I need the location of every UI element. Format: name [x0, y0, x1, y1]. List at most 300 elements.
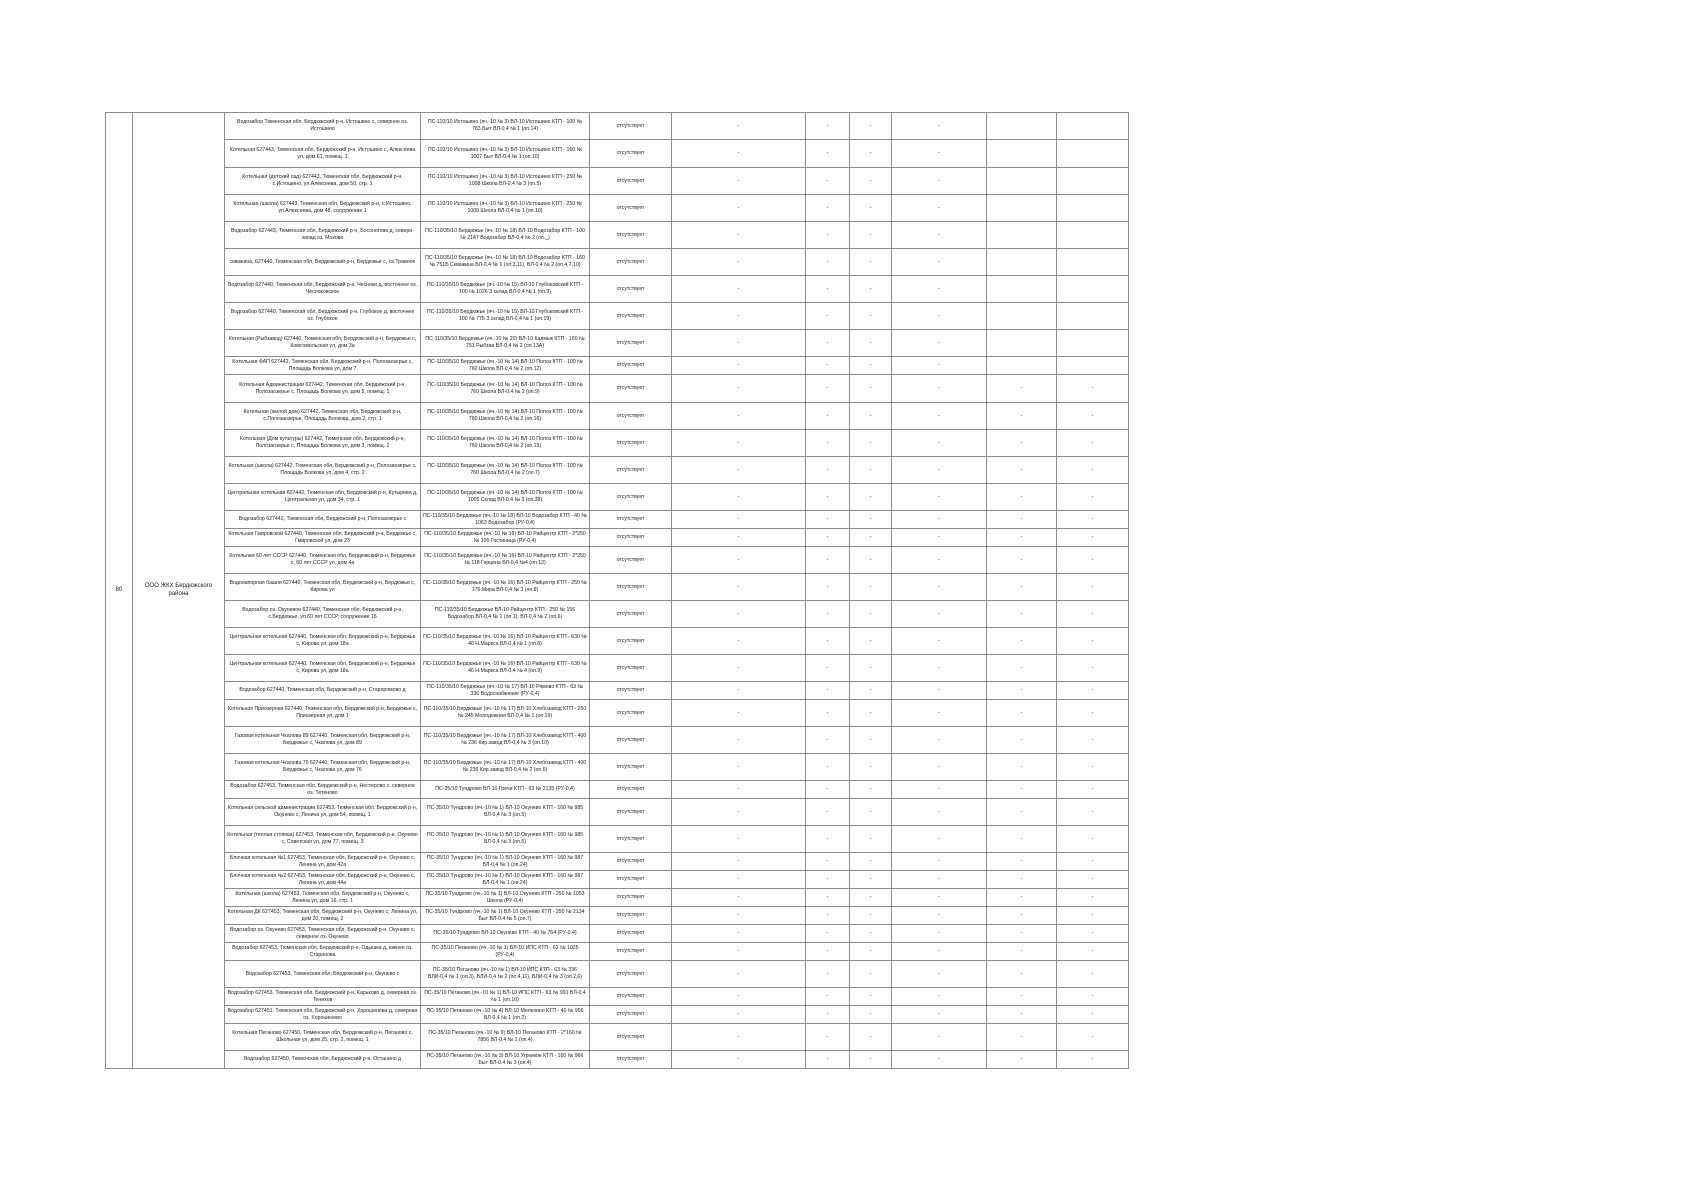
value-cell: - — [850, 375, 892, 403]
value-cell: - — [1057, 754, 1129, 781]
value-cell: - — [892, 168, 987, 195]
value-cell: - — [672, 853, 806, 871]
status-cell: отсутствует — [590, 511, 672, 529]
object-cell: Водозабор 627440, Тюменская обл, Бердюжский р-н, Старорямово д — [225, 682, 421, 700]
object-cell: Котельная 60 лет СССР 627440, Тюменская обл, Бердюжский р-н, Бердюжье с, 60 лет СССР ул, дом 4а — [225, 547, 421, 574]
value-cell: - — [672, 195, 806, 222]
value-cell: - — [672, 484, 806, 511]
value-cell: - — [850, 195, 892, 222]
object-cell: Водозабор 627440, Тюменская обл, Бердюжский р-н, Чесноки д, восточнее оз. Чесноковское — [225, 276, 421, 303]
value-cell: - — [672, 1051, 806, 1069]
connection-cell: ПС-110/35/10 Бердюжье (яч.-10 № 14) ВЛ-10 Полоз КТП - 100 № 1005 Склад ВЛ-0,4 № 3 (оп.38) — [421, 484, 590, 511]
object-cell: Водозабор 627453, Тюменская обл, Бердюжский р-н, Одышка д, южнее оз. Старанова — [225, 943, 421, 961]
value-cell: - — [672, 574, 806, 601]
status-cell: отсутствует — [590, 907, 672, 925]
value-cell: - — [806, 826, 850, 853]
table-row — [106, 700, 1129, 727]
value-cell: - — [1057, 1024, 1129, 1051]
value-cell: - — [806, 871, 850, 889]
status-cell: отсутствует — [590, 727, 672, 754]
value-cell: - — [850, 1051, 892, 1069]
value-cell: - — [850, 249, 892, 276]
table-row — [106, 871, 1129, 889]
value-cell: - — [892, 457, 987, 484]
connection-cell: ПС-110/35/10 Бердюжье (яч.-10 № 15) ВЛ-10 Глубоковский КТП - 100 № 1026 З.склад ВЛ-0,4 № 1 (оп.9) — [421, 276, 590, 303]
object-cell: Водозабор 627453, Тюменская обл, Бердюжский р-н, Нестерово с, северное оз. Тетеново — [225, 781, 421, 799]
object-cell: Газовая котельная Чкалова 76 627440, Тюменская обл, Бердюжский р-н, Бердюжье с, Чкалова ул, дом 76 — [225, 754, 421, 781]
value-cell: - — [1057, 1051, 1129, 1069]
value-cell: - — [892, 357, 987, 375]
status-cell: отсутствует — [590, 943, 672, 961]
value-cell: - — [806, 988, 850, 1006]
connection-cell: ПС-110/35/10 Бердюжье (яч.-10 № 16) ВЛ-10 Райцентр КТП - 2*250 № 118 Герцена ВЛ-0,4 №4 (оп.12) — [421, 547, 590, 574]
table-row — [106, 113, 1129, 140]
status-cell: отсутствует — [590, 430, 672, 457]
status-cell: отсутствует — [590, 403, 672, 430]
value-cell: - — [892, 484, 987, 511]
value-cell — [1057, 330, 1129, 357]
connection-cell: ПС-35/10 Тундрово (яч.-10 № 1) ВЛ-10 Окунево КТП - 160 № 987 ВЛ-0,4 № 1 (оп.24) — [421, 871, 590, 889]
value-cell — [1057, 222, 1129, 249]
connection-cell: ПС-110/35/10 Бердюжье (яч.-10 № 18) ВЛ-10 Водозабор КТП - 160 № 751Б Скважина ВЛ-0,4 № 1 (оп.3,11), ВЛ-0,4 № 2 (оп.4,7,10) — [421, 249, 590, 276]
value-cell: - — [892, 925, 987, 943]
table-body — [106, 113, 1129, 1069]
value-cell: - — [672, 529, 806, 547]
value-cell: - — [806, 357, 850, 375]
value-cell: - — [1057, 574, 1129, 601]
value-cell: - — [892, 799, 987, 826]
object-cell: Котельная Пеганово 627450, Тюменская обл, Бердюжский р-н, Пеганово с, Школьная ул, дом 25, стр. 2, помещ. 1 — [225, 1024, 421, 1051]
value-cell: - — [987, 529, 1057, 547]
value-cell — [987, 276, 1057, 303]
connection-cell: ПС-35/10 Тундрово (яч.-10 № 1) ВЛ-10 Окунево КТП - 250 № 2134 Быт ВЛ-0,4 № 5 (оп.7) — [421, 907, 590, 925]
value-cell: - — [672, 303, 806, 330]
table-row — [106, 430, 1129, 457]
connection-cell: ПС-110/35/10 Бердюжье (яч.-10 № 14) ВЛ-10 Полоз КТП - 100 № 760 Школа ВЛ-0,4 № 2 (оп.19) — [421, 430, 590, 457]
table-row — [106, 330, 1129, 357]
value-cell: - — [892, 330, 987, 357]
value-cell: - — [892, 375, 987, 403]
status-cell: отсутствует — [590, 1024, 672, 1051]
table-row — [106, 547, 1129, 574]
value-cell: - — [850, 988, 892, 1006]
connection-cell: ПС-35/10 Тундрово (яч.-10 № 1) ВЛ-10 Окунево КТП - 250 № 1053 Школа (РУ-0,4) — [421, 889, 590, 907]
value-cell: - — [806, 113, 850, 140]
connection-cell: ПС-110/35/10 Бердюжье ВЛ-10 Райцентр КТП - 250 № 156 Водозабор ВЛ-0,4 № 1 (оп.1), ВЛ-0,4 № 2 (оп.6) — [421, 601, 590, 628]
value-cell: - — [850, 529, 892, 547]
value-cell: - — [850, 330, 892, 357]
table-row — [106, 195, 1129, 222]
value-cell: - — [1057, 988, 1129, 1006]
row-number-cell: 80 — [106, 113, 133, 1069]
value-cell: - — [1057, 403, 1129, 430]
status-cell: отсутствует — [590, 889, 672, 907]
object-cell: Котельная ДК 627453, Тюменская обл, Бердюжский р-н, Окунево с, Ленина ул, дом 20, помещ. 2 — [225, 907, 421, 925]
object-cell: Котельная ФАП 627442, Тюменская обл, Бердюжский р-н, Полозаозерье с, Площадь Волкова ул, дом 7 — [225, 357, 421, 375]
value-cell: - — [850, 889, 892, 907]
status-cell: отсутствует — [590, 781, 672, 799]
value-cell: - — [672, 276, 806, 303]
value-cell: - — [987, 375, 1057, 403]
value-cell: - — [672, 871, 806, 889]
value-cell: - — [892, 430, 987, 457]
value-cell: - — [806, 700, 850, 727]
status-cell: отсутствует — [590, 700, 672, 727]
connection-cell: ПС-110/10 Истошино (яч.-10 № 3) ВЛ-10 Истошино КТП - 160 № 1007 Быт ВЛ-0,4 № 1 (оп.10) — [421, 140, 590, 168]
value-cell: - — [672, 889, 806, 907]
value-cell: - — [850, 1006, 892, 1024]
table-row — [106, 457, 1129, 484]
value-cell: - — [672, 375, 806, 403]
table-row — [106, 140, 1129, 168]
value-cell: - — [892, 781, 987, 799]
object-cell: Котельная (детский сад) 627443, Тюменская обл, Бердюжский р-н, с.Истошино, ул.Алексеева, дом 50, стр. 1 — [225, 168, 421, 195]
value-cell: - — [892, 276, 987, 303]
value-cell — [987, 303, 1057, 330]
value-cell: - — [850, 547, 892, 574]
object-cell: Водозабор Тюменская обл, Бердюжский р-н, Истошино с, северное оз. Истошино — [225, 113, 421, 140]
value-cell: - — [806, 430, 850, 457]
value-cell: - — [806, 168, 850, 195]
status-cell: отсутствует — [590, 168, 672, 195]
connection-cell: ПС-110/35/10 Бердюжье (яч.-10 № 14) ВЛ-10 Полоз КТП - 100 № 760 Школа ВЛ-0,4 № 2 (оп.9) — [421, 375, 590, 403]
value-cell: - — [806, 943, 850, 961]
object-cell: Котельная (теплая стоянка) 627453, Тюменская обл, Бердюжский р-н, Окунево с, Советская ул, дом 77, помещ. 3 — [225, 826, 421, 853]
value-cell — [987, 330, 1057, 357]
value-cell: - — [806, 754, 850, 781]
value-cell: - — [850, 511, 892, 529]
table-row — [106, 484, 1129, 511]
object-cell: Блочная котельная №1 627453, Тюменская обл, Бердюжский р-н, Окунево с, Ленина ул, дом 42а — [225, 853, 421, 871]
value-cell: - — [806, 276, 850, 303]
value-cell: - — [672, 781, 806, 799]
value-cell — [1057, 303, 1129, 330]
value-cell: - — [987, 1051, 1057, 1069]
value-cell: - — [806, 727, 850, 754]
status-cell: отсутствует — [590, 303, 672, 330]
table-row — [106, 781, 1129, 799]
value-cell: - — [850, 781, 892, 799]
status-cell: отсутствует — [590, 113, 672, 140]
table-row — [106, 276, 1129, 303]
value-cell: - — [806, 1024, 850, 1051]
object-cell: Водозабор оз. Окунево 627453, Тюменская обл, Бердюжский р-н, Окунево с, северное оз. Окунево — [225, 925, 421, 943]
value-cell — [987, 195, 1057, 222]
object-cell: Водозабор 627443, Тюменская обл, Бердюжский р-н, Босоногова д, северо-запад.оз. Мохово — [225, 222, 421, 249]
value-cell: - — [850, 430, 892, 457]
value-cell: - — [892, 655, 987, 682]
value-cell: - — [1057, 628, 1129, 655]
status-cell: отсутствует — [590, 826, 672, 853]
object-cell: Центральная котельная 627440, Тюменская обл, Бердюжский р-н, Бердюжье с, Кирова ул, дом 18а — [225, 628, 421, 655]
value-cell: - — [850, 1024, 892, 1051]
value-cell — [1057, 113, 1129, 140]
connection-cell: ПС-110/10 Истошино (яч.-10 № 3) ВЛ-10 Истошино КТП - 250 № 1008 Школа ВЛ-0,4 № 3 (оп.5) — [421, 168, 590, 195]
table-row — [106, 1024, 1129, 1051]
object-cell: Котельная сельской администрации 627453, Тюменская обл, Бердюжский р-н, Окунево с, Ленина ул, дом 54, помещ. 1 — [225, 799, 421, 826]
object-cell: Котельная Гмировской 627440, Тюменская обл, Бердюжский р-н, Бердюжье с, Гмировской ул, дом 23 — [225, 529, 421, 547]
value-cell: - — [892, 222, 987, 249]
value-cell: - — [1057, 727, 1129, 754]
value-cell: - — [806, 457, 850, 484]
value-cell: - — [806, 375, 850, 403]
value-cell: - — [987, 601, 1057, 628]
object-cell: Котельная 627443, Тюменская обл, Бердюжский р-н, Истошино с, Алексеева ул, дом 61, помещ. 1 — [225, 140, 421, 168]
value-cell: - — [850, 140, 892, 168]
value-cell: - — [850, 754, 892, 781]
value-cell: - — [987, 799, 1057, 826]
value-cell: - — [1057, 547, 1129, 574]
value-cell: - — [1057, 457, 1129, 484]
value-cell — [987, 168, 1057, 195]
value-cell: - — [806, 1051, 850, 1069]
value-cell: - — [850, 574, 892, 601]
value-cell: - — [850, 925, 892, 943]
table-row — [106, 853, 1129, 871]
value-cell: - — [850, 871, 892, 889]
value-cell: - — [672, 547, 806, 574]
value-cell: - — [672, 140, 806, 168]
value-cell: - — [806, 547, 850, 574]
object-cell: Газовая котельная Чкалова 89 627440, Тюменская обл, Бердюжский р-н, Бердюжье с, Чкалова ул, дом 89 — [225, 727, 421, 754]
status-cell: отсутствует — [590, 871, 672, 889]
value-cell: - — [672, 1006, 806, 1024]
value-cell: - — [1057, 799, 1129, 826]
value-cell: - — [850, 700, 892, 727]
value-cell: - — [1057, 529, 1129, 547]
value-cell: - — [987, 430, 1057, 457]
value-cell: - — [987, 943, 1057, 961]
object-cell: Котельная (Дом культуры) 627442, Тюменская обл, Бердюжский р-н, Полозаозерье с, Площадь Волкова ул, дом 3, помещ. 2 — [225, 430, 421, 457]
connection-cell: ПС-110/35/10 Бердюжье (яч.-10 № 14) ВЛ-10 Полоз КТП - 100 № 760 Школа ВЛ-0,4 № 2 (оп.7) — [421, 457, 590, 484]
status-cell: отсутствует — [590, 655, 672, 682]
value-cell: - — [892, 140, 987, 168]
value-cell: - — [987, 628, 1057, 655]
value-cell: - — [892, 249, 987, 276]
connection-cell: ПС-35/10 Тундрово (яч.-10 № 1) ВЛ-10 Окунево КТП - 160 № 985 ВЛ-0,4 № 3 (оп.5) — [421, 826, 590, 853]
value-cell: - — [672, 799, 806, 826]
object-cell: Центральная котельная 627442, Тюменская обл, Бердюжский р-н, Кутырева д, Центральная ул, дом 34, стр. 1 — [225, 484, 421, 511]
connection-cell: ПС-110/35/10 Бердюжье (яч.-10 № 16) ВЛ-10 Райцентр КТП - 2*250 № 106 Гостиница (РУ-0,4) — [421, 529, 590, 547]
table-row — [106, 889, 1129, 907]
status-cell: отсутствует — [590, 961, 672, 988]
value-cell: - — [806, 907, 850, 925]
value-cell: - — [672, 925, 806, 943]
value-cell: - — [892, 511, 987, 529]
value-cell: - — [672, 457, 806, 484]
object-cell: Водозабор оз. Окуневое 627440, Тюменская обл, Бердюжский р-н, с.Бердюжье, ул.60 лет СССР, сооружение 16 — [225, 601, 421, 628]
value-cell: - — [1057, 853, 1129, 871]
value-cell — [1057, 276, 1129, 303]
table-row — [106, 988, 1129, 1006]
value-cell: - — [806, 484, 850, 511]
table-row — [106, 168, 1129, 195]
value-cell: - — [806, 303, 850, 330]
value-cell: - — [806, 574, 850, 601]
connection-cell: ПС-110/35/10 Бердюжье (яч.-10 № 15) ВЛ-10 Глубоковский КТП - 100 № 775 З.склад ВЛ-0,4 № 1 (оп.19) — [421, 303, 590, 330]
status-cell: отсутствует — [590, 375, 672, 403]
value-cell: - — [1057, 700, 1129, 727]
table-row — [106, 357, 1129, 375]
value-cell: - — [850, 457, 892, 484]
value-cell: - — [1057, 889, 1129, 907]
data-table — [105, 112, 1129, 1069]
value-cell: - — [672, 168, 806, 195]
table-row — [106, 925, 1129, 943]
table-row — [106, 303, 1129, 330]
connection-cell: ПС-110/35/10 Бердюжье (яч.-10 № 20) ВЛ-10 Калмык КТП - 160 № 751 Рыбзав ВЛ-0,4 № 2 (оп.13А) — [421, 330, 590, 357]
status-cell: отсутствует — [590, 457, 672, 484]
value-cell: - — [892, 907, 987, 925]
object-cell: Водонапорная башня 627440, Тюменская обл, Бердюжский р-н, Бердюжье с, Кирова ул — [225, 574, 421, 601]
status-cell: отсутствует — [590, 988, 672, 1006]
value-cell: - — [1057, 375, 1129, 403]
status-cell: отсутствует — [590, 195, 672, 222]
value-cell: - — [1057, 511, 1129, 529]
value-cell: - — [1057, 682, 1129, 700]
value-cell: - — [850, 826, 892, 853]
value-cell: - — [672, 727, 806, 754]
value-cell: - — [987, 511, 1057, 529]
value-cell: - — [892, 853, 987, 871]
connection-cell: ПС-35/10 Тундрово ВЛ-10 Гречи КТП - 63 № 2135 (РУ-0,4) — [421, 781, 590, 799]
value-cell: - — [806, 1006, 850, 1024]
status-cell: отсутствует — [590, 357, 672, 375]
connection-cell: ПС-110/35/10 Бердюжье (яч.-10 № 17) ВЛ-10 Рямово КТП - 63 № 336 Водоснабжение (РУ-0,4) — [421, 682, 590, 700]
value-cell: - — [672, 330, 806, 357]
value-cell: - — [850, 403, 892, 430]
status-cell: отсутствует — [590, 682, 672, 700]
value-cell: - — [892, 988, 987, 1006]
status-cell: отсутствует — [590, 754, 672, 781]
value-cell: - — [987, 907, 1057, 925]
status-cell: отсутствует — [590, 574, 672, 601]
value-cell: - — [987, 889, 1057, 907]
connection-cell: ПС-110/10 Истошино (яч.-10 № 3) ВЛ-10 Истошино КТП - 250 № 1008 Школа ВЛ-0,4 № 1 (оп.10) — [421, 195, 590, 222]
table-row — [106, 1051, 1129, 1069]
table-row — [106, 1006, 1129, 1024]
table-row — [106, 529, 1129, 547]
value-cell: - — [987, 754, 1057, 781]
connection-cell: ПС-110/35/10 Бердюжье (яч.-10 № 16) ВЛ-10 Райцентр КТП - 250 № 176 Мира ВЛ-0,4 № 3 (оп.8) — [421, 574, 590, 601]
value-cell — [1057, 357, 1129, 375]
status-cell: отсутствует — [590, 799, 672, 826]
value-cell: - — [806, 889, 850, 907]
connection-cell: ПС-35/10 Пеганово (яч.-10 № 4) ВЛ-10 Мелехино КТП - 40 № 956 ВЛ-0,4 № 1 (оп.2) — [421, 1006, 590, 1024]
value-cell: - — [892, 113, 987, 140]
value-cell: - — [850, 601, 892, 628]
value-cell: - — [987, 871, 1057, 889]
value-cell: - — [806, 222, 850, 249]
value-cell: - — [672, 357, 806, 375]
value-cell: - — [672, 682, 806, 700]
object-cell: Котельная (Рыбзавод) 627440, Тюменская обл, Бердюжский р-н, Бердюжье с, Комсомольская ул, дом 3а — [225, 330, 421, 357]
organization-cell: ООО ЖКХ Бердюжского района — [133, 113, 225, 1069]
value-cell — [987, 357, 1057, 375]
table-row — [106, 754, 1129, 781]
object-cell: Водозабор 627442, Тюменская обл, Бердюжский р-н, Полозаозерье с — [225, 511, 421, 529]
status-cell: отсутствует — [590, 484, 672, 511]
connection-cell: ПС-35/10 Тундрово (яч.-10 № 1) ВЛ-10 Окунево КТП - 160 № 987 ВЛ-0,4 № 1 (оп.24) — [421, 853, 590, 871]
value-cell: - — [672, 907, 806, 925]
connection-cell: ПС-35/10 Тундрово ВЛ-10 Окунево КТП - 40 № 764 (РУ-0,4) — [421, 925, 590, 943]
object-cell: Водозабор 627453, Тюменская обл, Бердюжский р-н, Окунево с — [225, 961, 421, 988]
object-cell: Котельная Администрации 627442, Тюменская обл, Бердюжский р-н, Полозаозерье с, Площадь Волкова ул, дом 5, помещ. 1 — [225, 375, 421, 403]
table-row — [106, 682, 1129, 700]
value-cell: - — [850, 168, 892, 195]
connection-cell: ПС-110/35/10 Бердюжье (яч.-10 № 18) ВЛ-10 Водозабор КТП - 100 № 2147 Водозабор ВЛ-0,4 № 2 (оп._) — [421, 222, 590, 249]
value-cell: - — [1057, 826, 1129, 853]
value-cell — [1057, 195, 1129, 222]
table-row — [106, 907, 1129, 925]
value-cell — [1057, 168, 1129, 195]
value-cell — [987, 140, 1057, 168]
value-cell: - — [806, 925, 850, 943]
table-row — [106, 727, 1129, 754]
connection-cell: ПС-110/35/10 Бердюжье (яч.-10 № 14) ВЛ-10 Полоз КТП - 100 № 760 Школа ВЛ-0,4 № 2 (оп.16) — [421, 403, 590, 430]
value-cell: - — [1057, 907, 1129, 925]
value-cell — [987, 249, 1057, 276]
value-cell: - — [1057, 430, 1129, 457]
value-cell: - — [672, 511, 806, 529]
object-cell: Блочная котельная №2 627453, Тюменская обл, Бердюжский р-н, Окунево с, Ленина ул, дом 44а — [225, 871, 421, 889]
value-cell: - — [806, 655, 850, 682]
status-cell: отсутствует — [590, 222, 672, 249]
value-cell: - — [987, 925, 1057, 943]
table-row — [106, 655, 1129, 682]
value-cell: - — [987, 961, 1057, 988]
table-row — [106, 574, 1129, 601]
value-cell: - — [1057, 943, 1129, 961]
value-cell: - — [987, 826, 1057, 853]
value-cell: - — [850, 222, 892, 249]
status-cell: отсутствует — [590, 529, 672, 547]
value-cell: - — [850, 853, 892, 871]
value-cell: - — [892, 961, 987, 988]
value-cell: - — [806, 511, 850, 529]
object-cell: Водозабор 627451, Тюменская обл, Бердюжский р-н, Хорошенева д, северная оз. Хорошенево — [225, 1006, 421, 1024]
status-cell: отсутствует — [590, 140, 672, 168]
value-cell: - — [672, 961, 806, 988]
value-cell: - — [672, 430, 806, 457]
value-cell: - — [850, 727, 892, 754]
value-cell: - — [806, 628, 850, 655]
value-cell: - — [672, 628, 806, 655]
table-row — [106, 222, 1129, 249]
value-cell: - — [850, 628, 892, 655]
value-cell: - — [806, 601, 850, 628]
value-cell: - — [987, 403, 1057, 430]
value-cell: - — [987, 781, 1057, 799]
value-cell: - — [672, 826, 806, 853]
table-row — [106, 943, 1129, 961]
value-cell: - — [892, 682, 987, 700]
value-cell: - — [892, 826, 987, 853]
value-cell: - — [892, 529, 987, 547]
status-cell: отсутствует — [590, 249, 672, 276]
connection-cell: ПС-110/35/10 Бердюжье (яч.-10 № 18) ВЛ-10 Водозабор КТП - 40 № 1063 Водозабор (РУ-0,4) — [421, 511, 590, 529]
value-cell: - — [672, 754, 806, 781]
value-cell: - — [892, 1006, 987, 1024]
table-row — [106, 628, 1129, 655]
table-row — [106, 511, 1129, 529]
value-cell: - — [1057, 601, 1129, 628]
value-cell: - — [672, 988, 806, 1006]
value-cell: - — [806, 195, 850, 222]
value-cell: - — [672, 222, 806, 249]
value-cell: - — [806, 961, 850, 988]
value-cell: - — [1057, 484, 1129, 511]
